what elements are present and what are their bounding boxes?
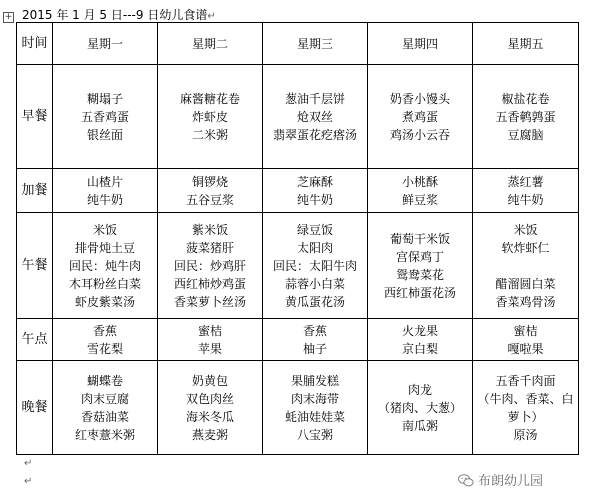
menu-item: 银丝面 <box>86 127 123 142</box>
menu-cell <box>368 65 473 169</box>
menu-item: 八宝粥 <box>296 427 333 442</box>
header-day: 星期一 <box>53 23 158 65</box>
menu-item: 西红柿炒鸡蛋 <box>173 276 246 291</box>
menu-item: 嘎啦果 <box>507 341 544 356</box>
header-day: 星期四 <box>368 23 473 65</box>
menu-item: 麻酱糖花卷 <box>179 91 240 106</box>
menu-item: 葱油千层饼 <box>284 91 345 106</box>
menu-item: 鸳鸯菜花 <box>395 267 444 282</box>
menu-item: 原汤 <box>513 427 538 442</box>
menu-item: 回民：炒鸡肝 <box>173 258 246 273</box>
menu-cell <box>473 319 579 361</box>
menu-cell <box>263 213 368 319</box>
menu-item: 蚝油娃娃菜 <box>284 409 345 424</box>
header-day: 星期三 <box>263 23 368 65</box>
menu-cell <box>53 213 158 319</box>
menu-cell <box>158 169 263 213</box>
menu-item: 绿豆饭 <box>296 222 333 237</box>
menu-cell <box>158 213 263 319</box>
header-day: 星期二 <box>158 23 263 65</box>
row-label: 午餐 <box>17 213 53 319</box>
menu-item: （牛肉、香菜、白萝卜） <box>477 391 574 424</box>
menu-item: 奶香小馒头 <box>389 91 450 106</box>
menu-item: 回民：太阳牛肉 <box>272 258 357 273</box>
menu-item: 香菜鸡骨汤 <box>495 294 556 309</box>
menu-item: 肉末豆腐 <box>80 391 129 406</box>
menu-item: 排骨炖土豆 <box>74 240 135 255</box>
menu-item: 火龙果 <box>401 323 438 338</box>
table-row-dinner <box>17 361 579 455</box>
menu-item: 纯牛奶 <box>296 192 333 207</box>
row-label: 早餐 <box>17 65 53 169</box>
menu-item: 翡翠蛋花疙瘩汤 <box>272 127 357 142</box>
menu-item: 蜜桔 <box>197 323 222 338</box>
menu-item: 红枣薏米粥 <box>74 427 135 442</box>
menu-item: 软炸虾仁 <box>501 240 550 255</box>
menu-item: 纯牛奶 <box>86 192 123 207</box>
menu-item: 蒜蓉小白菜 <box>284 276 345 291</box>
row-label: 晚餐 <box>17 361 53 455</box>
menu-item: 香蕉 <box>92 323 117 338</box>
menu-item: 木耳粉丝白菜 <box>68 276 141 291</box>
table-move-handle-icon[interactable]: + <box>4 12 13 22</box>
menu-item: 双色肉丝 <box>185 391 234 406</box>
menu-cell <box>473 65 579 169</box>
menu-item: 五香千肉面 <box>495 373 556 388</box>
menu-item: 奶黄包 <box>191 373 228 388</box>
menu-cell <box>53 65 158 169</box>
menu-item: 豆腐脑 <box>507 127 544 142</box>
menu-item: 香菜萝卜丝汤 <box>173 294 246 309</box>
menu-item: 海米冬瓜 <box>185 409 234 424</box>
menu-cell <box>158 361 263 455</box>
menu-item: 太阳肉 <box>296 240 333 255</box>
menu-item: 京白梨 <box>401 341 438 356</box>
menu-item: 炝双丝 <box>296 109 333 124</box>
menu-item: 纯牛奶 <box>507 192 544 207</box>
menu-item: 南瓜粥 <box>401 418 438 433</box>
menu-item: 西红柿蛋花汤 <box>383 285 456 300</box>
page-title: 2015 年 1 月 5 日---9 日幼儿食谱↵ <box>22 8 216 22</box>
menu-cell <box>263 65 368 169</box>
row-label: 午点 <box>17 319 53 361</box>
menu-item: 果脯发糕 <box>290 373 339 388</box>
table-row-breakfast <box>17 65 579 169</box>
menu-item: 燕麦粥 <box>191 427 228 442</box>
menu-item: 煮鸡蛋 <box>401 109 438 124</box>
menu-cell <box>368 169 473 213</box>
menu-cell <box>158 319 263 361</box>
menu-item: 小桃酥 <box>401 174 438 189</box>
menu-cell <box>158 65 263 169</box>
menu-cell <box>53 169 158 213</box>
menu-item: 山楂片 <box>86 174 123 189</box>
menu-item: 肉龙 <box>407 382 432 397</box>
paragraph-mark: ↵ <box>24 476 33 487</box>
menu-item: 芝麻酥 <box>296 174 333 189</box>
menu-item: 醋溜圆白菜 <box>495 276 556 291</box>
menu-item: 葡萄干米饭 <box>389 231 450 246</box>
menu-item: 五香鹌鹑蛋 <box>495 109 556 124</box>
table-row-lunch <box>17 213 579 319</box>
menu-item: 雪花梨 <box>86 341 123 356</box>
menu-item: 肉末海带 <box>290 391 339 406</box>
menu-item: 柚子 <box>302 341 327 356</box>
menu-item: 炸虾皮 <box>191 109 228 124</box>
meal-schedule-table <box>16 22 579 455</box>
menu-item: 五香鸡蛋 <box>80 109 129 124</box>
paragraph-mark: ↵ <box>24 458 33 469</box>
menu-item: 蝴蝶卷 <box>86 373 123 388</box>
menu-item: 香菇油菜 <box>80 409 129 424</box>
menu-item: 回民：炖牛肉 <box>68 258 141 273</box>
menu-cell <box>53 319 158 361</box>
row-label-time: 时间 <box>17 23 53 65</box>
menu-item: 黄瓜蛋花汤 <box>284 294 345 309</box>
menu-item: 鸡汤小云吞 <box>389 127 450 142</box>
table-row-afternoon-snack <box>17 319 579 361</box>
menu-item: 二米粥 <box>191 127 228 142</box>
menu-cell <box>473 169 579 213</box>
menu-item: 蜜桔 <box>513 323 538 338</box>
menu-item: 五谷豆浆 <box>185 192 234 207</box>
menu-item: 椒盐花卷 <box>501 91 550 106</box>
menu-cell <box>263 319 368 361</box>
menu-item: 铜锣烧 <box>191 174 228 189</box>
wechat-icon <box>458 474 474 487</box>
menu-cell <box>473 361 579 455</box>
row-label: 加餐 <box>17 169 53 213</box>
menu-item: 宫保鸡丁 <box>395 249 444 264</box>
menu-cell <box>263 361 368 455</box>
menu-cell <box>53 361 158 455</box>
menu-item: 虾皮紫菜汤 <box>74 294 135 309</box>
table-row-header <box>17 23 579 65</box>
menu-cell <box>368 319 473 361</box>
menu-item: （猪肉、大葱） <box>377 400 462 415</box>
menu-item: 紫米饭 <box>191 222 228 237</box>
table-row-snack <box>17 169 579 213</box>
menu-item: 鲜豆浆 <box>401 192 438 207</box>
menu-cell <box>368 213 473 319</box>
menu-item: 菠菜猪肝 <box>185 240 234 255</box>
watermark-text: 布朗幼儿园 <box>478 474 544 489</box>
header-day: 星期五 <box>473 23 579 65</box>
menu-item: 米饭 <box>513 222 538 237</box>
menu-item: 苹果 <box>197 341 222 356</box>
menu-item: 蒸红薯 <box>507 174 544 189</box>
watermark <box>458 470 543 489</box>
menu-item: 糊塌子 <box>86 91 123 106</box>
menu-item: 米饭 <box>92 222 117 237</box>
menu-cell <box>368 361 473 455</box>
menu-item <box>473 257 578 275</box>
menu-item: 香蕉 <box>302 323 327 338</box>
menu-cell <box>473 213 579 319</box>
menu-cell <box>263 169 368 213</box>
